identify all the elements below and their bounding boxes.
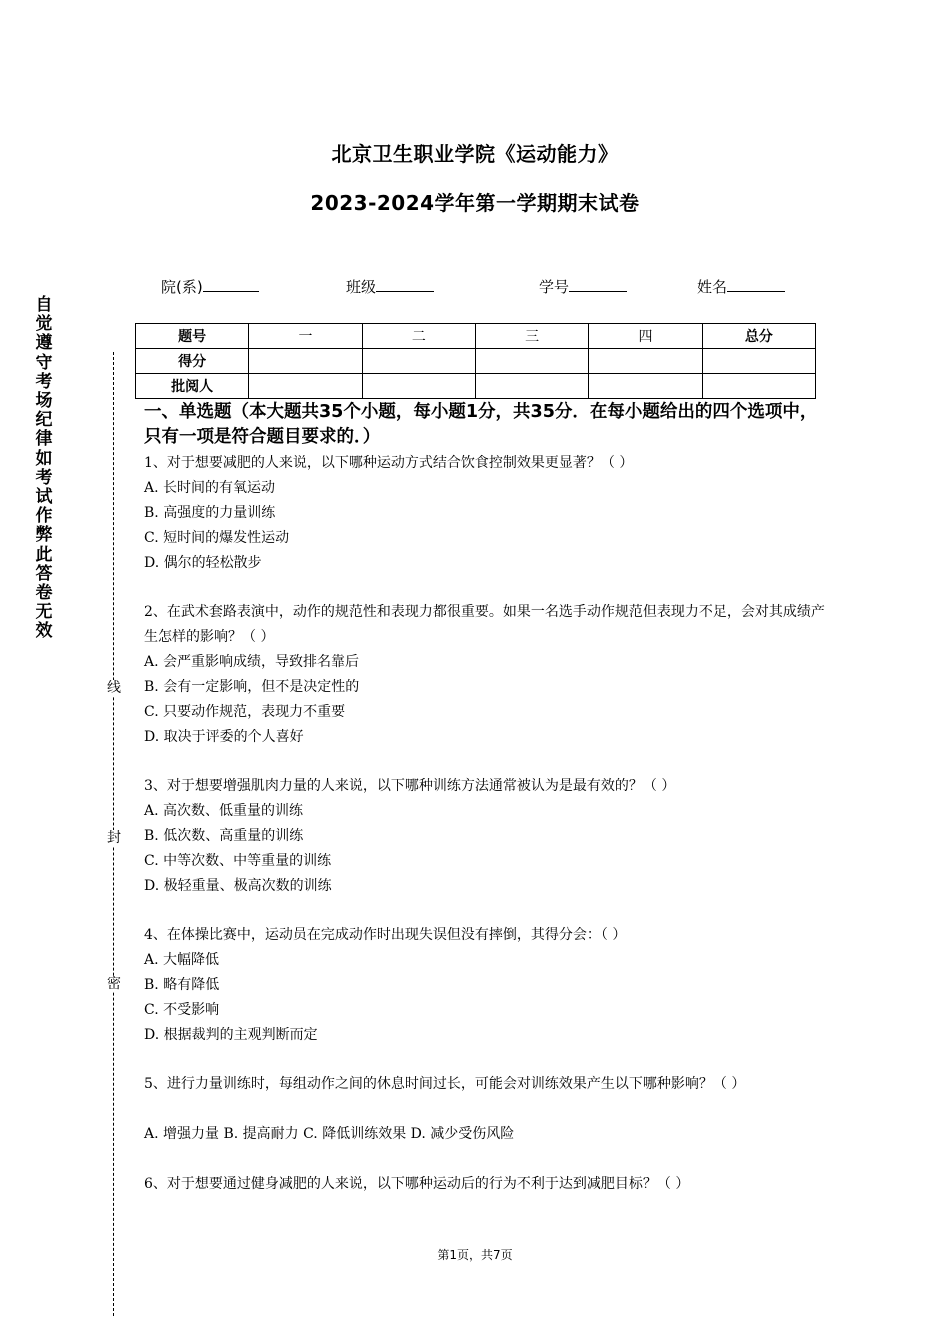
score-cell[interactable]	[362, 349, 475, 374]
class-field[interactable]	[346, 276, 434, 297]
department-field[interactable]	[161, 276, 259, 297]
question-2-stem: 2、在武术套路表演中，动作的规范性和表现力都很重要。如果一名选手动作规范但表现力不足，会对其成绩产生怎样的影响？（ ）	[144, 604, 825, 645]
student-id-field[interactable]	[539, 276, 627, 297]
department-label: 院(系)	[161, 278, 203, 296]
exam-discipline-notice: 自觉遵守考场纪律如考试作弊此答卷无效	[35, 295, 53, 642]
score-table	[135, 323, 816, 399]
header-part-2: 二	[362, 324, 475, 349]
question-4-option-d[interactable]: D. 根据裁判的主观判断而定	[144, 1027, 318, 1043]
question-1-option-c[interactable]: C. 短时间的爆发性运动	[144, 530, 290, 546]
question-1-option-b[interactable]: B. 高强度的力量训练	[144, 505, 276, 521]
question-2-option-a[interactable]: A. 会严重影响成绩，导致排名靠后	[144, 654, 360, 670]
grader-row	[136, 374, 816, 399]
header-total: 总分	[702, 324, 815, 349]
question-2-option-d[interactable]: D. 取决于评委的个人喜好	[144, 729, 304, 745]
header-question-no: 题号	[136, 324, 249, 349]
score-cell[interactable]	[475, 349, 588, 374]
grader-cell[interactable]	[362, 374, 475, 399]
score-row	[136, 349, 816, 374]
question-4-option-c[interactable]: C. 不受影响	[144, 1002, 220, 1018]
name-field[interactable]	[697, 276, 785, 297]
question-2-option-b[interactable]: B. 会有一定影响，但不是决定性的	[144, 679, 360, 695]
question-3-option-b[interactable]: B. 低次数、高重量的训练	[144, 828, 304, 844]
student-id-label: 学号	[539, 278, 570, 296]
seal-mark-line: 线	[107, 680, 121, 696]
question-5-stem: 5、进行力量训练时，每组动作之间的休息时间过长，可能会对训练效果产生以下哪种影响？（ ）	[144, 1076, 746, 1092]
header-part-4: 四	[589, 324, 702, 349]
question-1-option-a[interactable]: A. 长时间的有氧运动	[144, 480, 276, 496]
grader-cell[interactable]	[589, 374, 702, 399]
question-4-stem: 4、在体操比赛中，运动员在完成动作时出现失误但没有摔倒，其得分会：（ ）	[144, 927, 627, 943]
question-3-stem: 3、对于想要增强肌肉力量的人来说，以下哪种训练方法通常被认为是最有效的？（ ）	[144, 778, 676, 794]
score-table-header-row	[136, 324, 816, 349]
grader-row-label: 批阅人	[136, 374, 249, 399]
grader-cell[interactable]	[475, 374, 588, 399]
question-3-option-a[interactable]: A. 高次数、低重量的训练	[144, 803, 304, 819]
question-6-stem: 6、对于想要通过健身减肥的人来说，以下哪种运动后的行为不利于达到减肥目标？（ ）	[144, 1176, 690, 1192]
exam-title-line1: 北京卫生职业学院《运动能力》	[331, 142, 619, 166]
question-1-stem: 1、对于想要减肥的人来说，以下哪种运动方式结合饮食控制效果更显著？（ ）	[144, 455, 634, 471]
name-label: 姓名	[697, 278, 728, 296]
header-part-3: 三	[475, 324, 588, 349]
seal-mark-secret: 密	[107, 976, 121, 992]
question-4-option-b[interactable]: B. 略有降低	[144, 977, 220, 993]
page-footer: 第1页，共7页	[437, 1248, 513, 1262]
grader-cell[interactable]	[249, 374, 362, 399]
seal-mark-seal: 封	[107, 830, 121, 846]
score-row-label: 得分	[136, 349, 249, 374]
question-3-option-c[interactable]: C. 中等次数、中等重量的训练	[144, 853, 332, 869]
score-cell[interactable]	[702, 349, 815, 374]
question-1-option-d[interactable]: D. 偶尔的轻松散步	[144, 555, 262, 571]
header-part-1: 一	[249, 324, 362, 349]
score-cell[interactable]	[249, 349, 362, 374]
question-5-options[interactable]: A. 增强力量 B. 提高耐力 C. 降低训练效果 D. 减少受伤风险	[144, 1126, 515, 1142]
question-3-option-d[interactable]: D. 极轻重量、极高次数的训练	[144, 878, 332, 894]
score-cell[interactable]	[589, 349, 702, 374]
exam-title-line2: 2023-2024学年第一学期期末试卷	[310, 191, 640, 215]
class-label: 班级	[346, 278, 377, 296]
question-2-option-c[interactable]: C. 只要动作规范，表现力不重要	[144, 704, 346, 720]
grader-cell[interactable]	[702, 374, 815, 399]
question-4-option-a[interactable]: A. 大幅降低	[144, 952, 220, 968]
section1-title: 一、单选题（本大题共35个小题，每小题1分，共35分．在每小题给出的四个选项中，只有一项是符合题目要求的．）	[144, 402, 818, 447]
